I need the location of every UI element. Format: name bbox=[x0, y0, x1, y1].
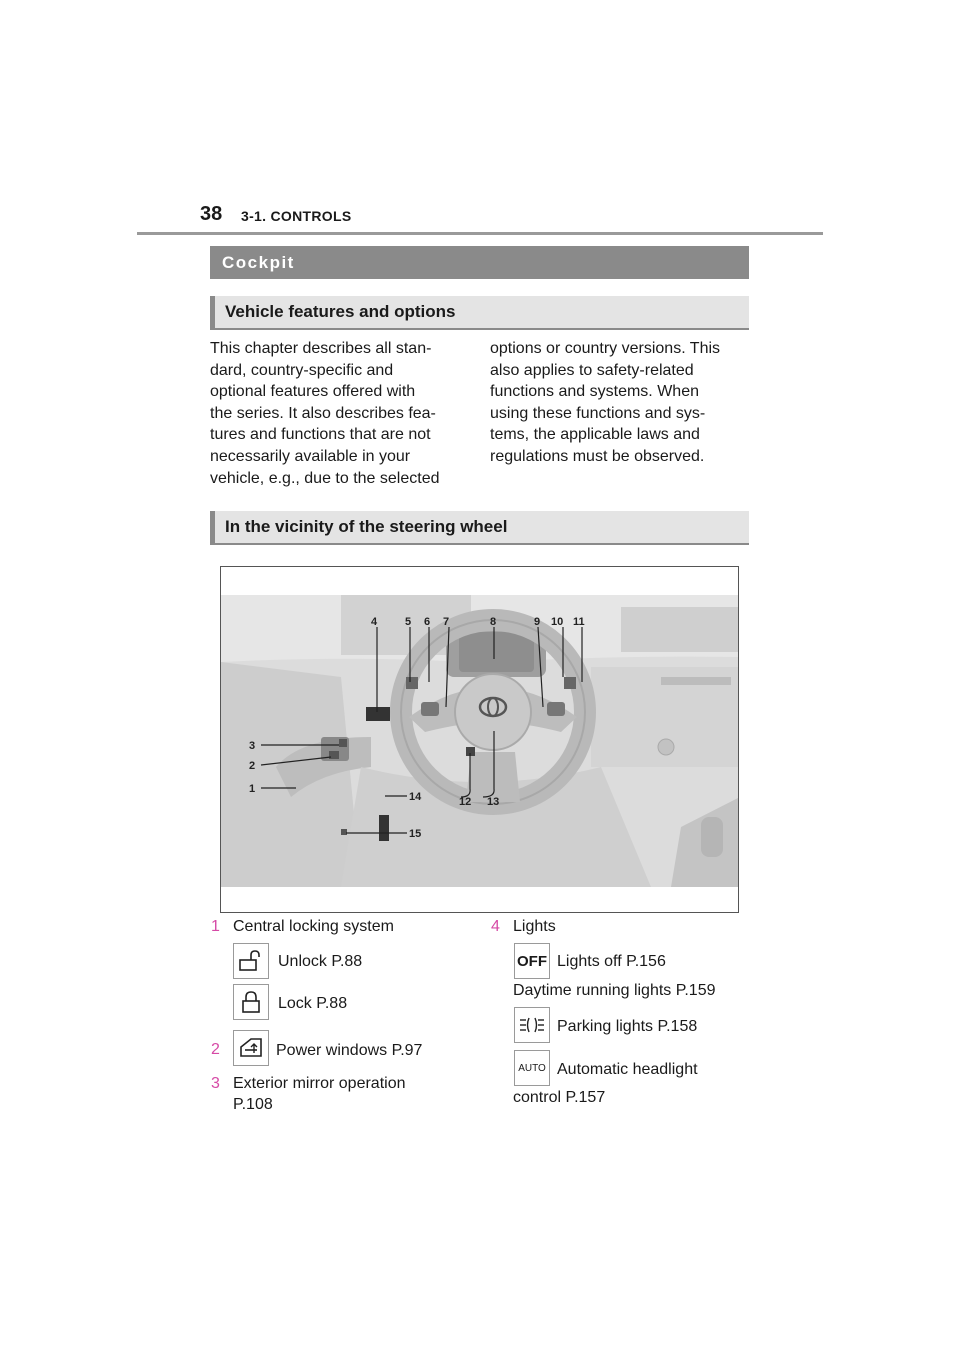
text-line: tures and functions that are not bbox=[210, 426, 431, 444]
text-line: using these functions and sys- bbox=[490, 404, 706, 422]
text-line: optional features offered with bbox=[210, 383, 416, 401]
lock-label: Lock P.88 bbox=[278, 995, 348, 1012]
legend-label: Central locking system bbox=[233, 918, 394, 935]
unlock-label: Unlock P.88 bbox=[278, 953, 363, 970]
callout-label: 2 bbox=[249, 760, 256, 772]
callout-label: 9 bbox=[534, 616, 541, 628]
legend-number: 1 bbox=[211, 918, 220, 935]
intro-right-column bbox=[490, 338, 750, 468]
text-line: This chapter describes all stan- bbox=[210, 340, 432, 357]
subsection-heading-steering: In the vicinity of the steering wheel bbox=[210, 511, 749, 545]
callout-label: 4 bbox=[371, 616, 378, 628]
callout-label: 1 bbox=[249, 783, 256, 795]
callout-label: 3 bbox=[249, 740, 256, 752]
auto-headlight-icon: AUTO bbox=[514, 1050, 550, 1086]
text-line: functions and systems. When bbox=[490, 383, 699, 401]
running-head: 3-1. CONTROLS bbox=[241, 208, 352, 224]
text-line: regulations must be observed. bbox=[490, 447, 705, 465]
legend-number: 2 bbox=[211, 1041, 220, 1058]
subsection-heading-features: Vehicle features and options bbox=[210, 296, 749, 330]
callout-label: 5 bbox=[405, 616, 412, 628]
callout-label: 15 bbox=[409, 828, 422, 840]
lock-icon bbox=[233, 984, 269, 1020]
auto-headlight-label-cont: control P.157 bbox=[513, 1089, 606, 1106]
text-line: the series. It also describes fea- bbox=[210, 404, 436, 422]
callout-label: 11 bbox=[573, 616, 585, 628]
text-line: also applies to safety-related bbox=[490, 361, 694, 379]
callout-label: 8 bbox=[490, 616, 497, 628]
text-line: options or country versions. This bbox=[490, 340, 721, 357]
cockpit-drawing bbox=[221, 567, 739, 913]
section-title: Cockpit bbox=[210, 246, 749, 279]
daytime-lights-label: Daytime running lights P.159 bbox=[513, 982, 716, 999]
callout-label: 12 bbox=[459, 796, 472, 808]
legend-label: Exterior mirror operation bbox=[233, 1075, 406, 1092]
callout-label: 6 bbox=[424, 616, 431, 628]
lights-off-icon: OFF bbox=[514, 943, 550, 979]
power-windows-label: Power windows P.97 bbox=[276, 1042, 423, 1059]
intro-left-column bbox=[210, 338, 470, 489]
callout-label: 14 bbox=[409, 791, 422, 803]
cockpit-illustration bbox=[220, 566, 739, 913]
text-line: vehicle, e.g., due to the selected bbox=[210, 469, 440, 487]
text-line: dard, country-specific and bbox=[210, 361, 394, 379]
legend-label-cont: P.108 bbox=[233, 1096, 273, 1113]
legend-number: 4 bbox=[491, 918, 500, 935]
text-line: necessarily available in your bbox=[210, 447, 411, 465]
text-line: tems, the applicable laws and bbox=[490, 426, 700, 444]
callout-label: 13 bbox=[487, 796, 500, 808]
legend-label: Lights bbox=[513, 918, 556, 935]
callout-label: 10 bbox=[551, 616, 564, 628]
callout-label: 7 bbox=[443, 616, 450, 628]
power-window-icon bbox=[233, 1030, 269, 1066]
parking-lights-icon bbox=[514, 1007, 550, 1043]
page-number: 38 bbox=[200, 203, 223, 225]
auto-headlight-label: Automatic headlight bbox=[557, 1061, 698, 1078]
legend-number: 3 bbox=[211, 1075, 220, 1092]
header-rule bbox=[137, 232, 823, 235]
parking-lights-label: Parking lights P.158 bbox=[557, 1018, 698, 1035]
unlock-icon bbox=[233, 943, 269, 979]
lights-off-label: Lights off P.156 bbox=[557, 953, 666, 970]
